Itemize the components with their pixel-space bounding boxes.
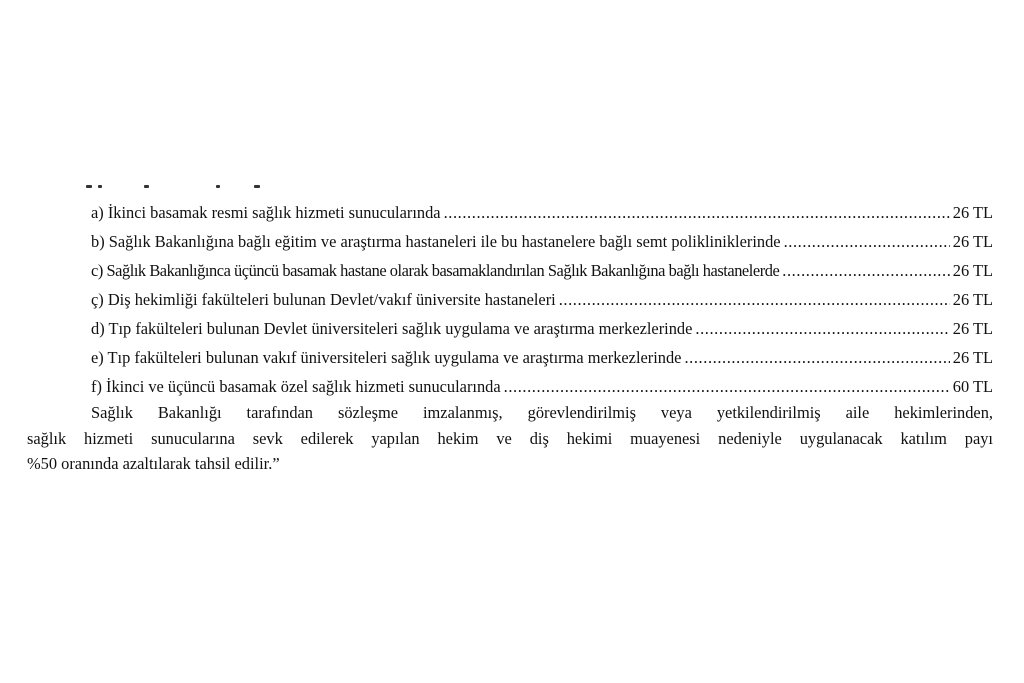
list-item	[91, 348, 993, 377]
fee-list	[91, 203, 993, 406]
list-item	[91, 232, 993, 261]
list-item	[91, 319, 993, 348]
item-value: 26 TL	[952, 261, 993, 280]
item-label: f) İkinci ve üçüncü basamak özel sağlık hizmeti sunucularında	[91, 377, 501, 396]
paragraph-line-text: Sağlık Bakanlığı tarafından sözleşme imzalanmış, görevlendirilmiş veya yetkilendirilmiş aile hekimlerinden,	[91, 403, 993, 422]
closing-paragraph	[27, 400, 993, 477]
item-value: 26 TL	[952, 232, 993, 251]
dot-leader	[504, 377, 950, 397]
dot-leader	[684, 348, 949, 368]
dot-leader	[444, 203, 950, 223]
dot-leader	[559, 290, 950, 310]
paragraph-line: %50 oranında azaltılarak tahsil edilir.”	[27, 454, 280, 473]
paragraph-line	[27, 400, 993, 426]
item-label: b) Sağlık Bakanlığına bağlı eğitim ve araştırma hastaneleri ile bu hastanelere bağlı semt polikliniklerinde	[91, 232, 781, 251]
dot-leader	[784, 232, 950, 252]
item-label: d) Tıp fakülteleri bulunan Devlet üniversiteleri sağlık uygulama ve araştırma merkezlerinde	[91, 319, 693, 338]
list-item	[91, 261, 993, 290]
item-value: 26 TL	[952, 319, 993, 338]
dot-leader	[782, 261, 950, 281]
item-value: 26 TL	[952, 203, 993, 222]
list-item	[91, 290, 993, 319]
item-value: 26 TL	[952, 348, 993, 367]
item-label: c) Sağlık Bakanlığınca üçüncü basamak hastane olarak basamaklandırılan Sağlık Bakanlığına bağlı hastanelerde	[91, 261, 780, 280]
list-item	[91, 203, 993, 232]
item-value: 60 TL	[952, 377, 993, 396]
paragraph-line: sağlık hizmeti sunucularına sevk edilerek yapılan hekim ve diş hekimi muayenesi nedeniyle uygulanacak katılım payı	[27, 428, 993, 448]
cropped-text-line	[84, 184, 294, 190]
item-value: 26 TL	[952, 290, 993, 309]
item-label: ç) Diş hekimliği fakülteleri bulunan Devlet/vakıf üniversite hastaneleri	[91, 290, 556, 309]
item-label: a) İkinci basamak resmi sağlık hizmeti sunucularında	[91, 203, 441, 222]
dot-leader	[695, 319, 949, 339]
item-label: e) Tıp fakülteleri bulunan vakıf üniversiteleri sağlık uygulama ve araştırma merkezlerinde	[91, 348, 682, 367]
